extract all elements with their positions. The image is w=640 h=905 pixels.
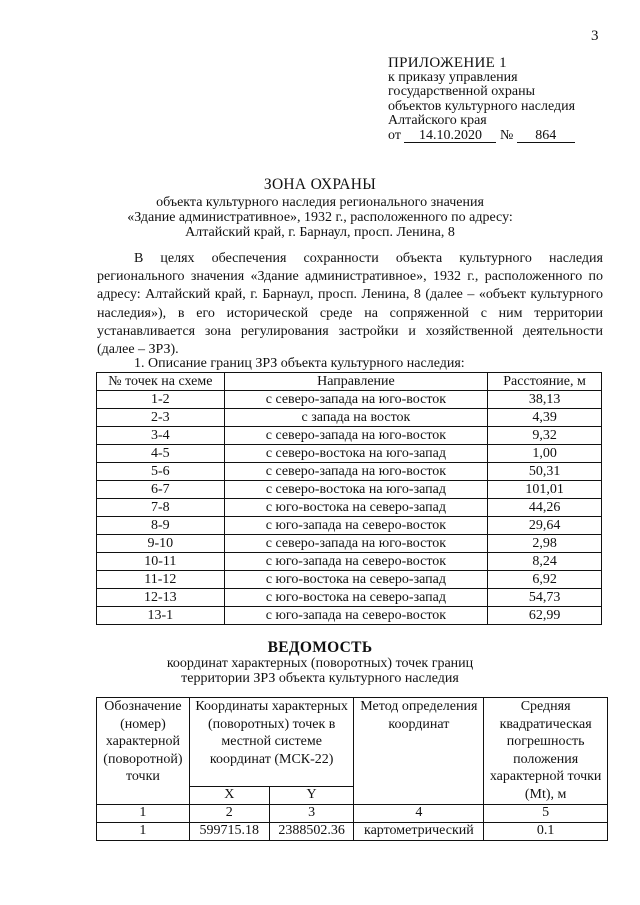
zone-subtitle: объекта культурного наследия регионального значения — [156, 195, 484, 210]
table-row — [97, 535, 602, 553]
direction-cell: с юго-востока на северо-запад — [224, 589, 487, 607]
header-direction: Направление — [224, 373, 487, 391]
number-label: № — [499, 127, 514, 143]
distance-cell: 4,39 — [488, 409, 602, 427]
points-cell: 1-2 — [97, 391, 225, 409]
order-date-line — [388, 129, 575, 144]
points-cell: 12-13 — [97, 589, 225, 607]
column-number: 3 — [269, 804, 354, 822]
direction-cell: с северо-востока на юго-запад — [224, 445, 487, 463]
points-cell: 13-1 — [97, 607, 225, 625]
points-cell: 7-8 — [97, 499, 225, 517]
table-row — [97, 499, 602, 517]
appendix-line: государственной охраны — [388, 84, 536, 99]
header-method: Метод определения координат — [354, 698, 484, 805]
direction-cell: с юго-запада на северо-восток — [224, 517, 487, 535]
error-cell: 0.1 — [484, 822, 608, 840]
points-cell: 9-10 — [97, 535, 225, 553]
header-y: Y — [269, 787, 354, 804]
header-distance: Расстояние, м — [488, 373, 602, 391]
column-numbers-row — [97, 804, 608, 822]
section-1-title: 1. Описание границ ЗРЗ объекта культурного наследия: — [134, 356, 465, 371]
direction-cell: с юго-запада на северо-восток — [224, 553, 487, 571]
points-cell: 3-4 — [97, 427, 225, 445]
table-row — [97, 607, 602, 625]
coordinates-table — [96, 697, 608, 841]
table-row — [97, 481, 602, 499]
x-cell: 599715.18 — [189, 822, 269, 840]
points-cell: 5-6 — [97, 463, 225, 481]
points-cell: 2-3 — [97, 409, 225, 427]
table-row — [97, 427, 602, 445]
vedomost-subtitle: координат характерных (поворотных) точек границ — [166, 656, 474, 671]
direction-cell: с северо-востока на юго-запад — [224, 481, 487, 499]
table-row — [97, 409, 602, 427]
appendix-line: Алтайского края — [388, 113, 487, 128]
points-cell: 4-5 — [97, 445, 225, 463]
column-number: 5 — [484, 804, 608, 822]
direction-cell: с юго-запада на северо-восток — [224, 607, 487, 625]
direction-cell: с северо-запада на юго-восток — [224, 535, 487, 553]
appendix-header — [388, 56, 575, 143]
table-row — [97, 445, 602, 463]
distance-cell: 8,24 — [488, 553, 602, 571]
boundary-table-header — [97, 373, 602, 391]
points-cell: 8-9 — [97, 517, 225, 535]
distance-cell: 62,99 — [488, 607, 602, 625]
boundary-table — [96, 372, 602, 625]
direction-cell: с запада на восток — [224, 409, 487, 427]
header-designation: Обозначение (номер) характерной (поворотной) точки — [97, 698, 190, 805]
table-row — [97, 571, 602, 589]
y-cell: 2388502.36 — [269, 822, 354, 840]
table-row — [97, 553, 602, 571]
table-row — [97, 822, 608, 840]
table-row — [97, 391, 602, 409]
zone-subtitle: «Здание административное», 1932 г., расположенного по адресу: — [127, 210, 513, 225]
direction-cell: с северо-запада на юго-восток — [224, 391, 487, 409]
from-label: от — [388, 127, 401, 143]
distance-cell: 101,01 — [488, 481, 602, 499]
zone-title: ЗОНА ОХРАНЫ — [263, 176, 377, 193]
column-number: 4 — [354, 804, 484, 822]
appendix-line: к приказу управления — [388, 69, 518, 85]
designation-cell: 1 — [97, 822, 190, 840]
distance-cell: 54,73 — [488, 589, 602, 607]
distance-cell: 9,32 — [488, 427, 602, 445]
table-row — [97, 589, 602, 607]
distance-cell: 50,31 — [488, 463, 602, 481]
header-error: Средняя квадратическая погрешность положения характерной точки (Mt), м — [484, 698, 608, 805]
table-row — [97, 517, 602, 535]
points-cell: 6-7 — [97, 481, 225, 499]
distance-cell: 44,26 — [488, 499, 602, 517]
page-number: 3 — [591, 28, 599, 44]
column-number: 1 — [97, 804, 190, 822]
distance-cell: 38,13 — [488, 391, 602, 409]
direction-cell: с юго-востока на северо-запад — [224, 571, 487, 589]
method-cell: картометрический — [354, 822, 484, 840]
order-date: 14.10.2020 — [404, 129, 496, 143]
vedomost-title: ВЕДОМОСТЬ — [267, 639, 373, 656]
intro-paragraph-text: В целях обеспечения сохранности объекта культурного наследия регионального значения «Здание административное», 1932 г., расположенного по адресу: Алтайский край, г. Барнаул, просп. Ленина, 8 (далее – «объект культурного наследия»), в его исторической среде на сопряженной с ним территории устанавливается зона регулирования застройки и хозяйственной деятельности (далее – ЗРЗ). — [97, 251, 603, 358]
order-number: 864 — [517, 129, 575, 143]
appendix-line: объектов культурного наследия — [388, 98, 576, 114]
vedomost-subtitle: территории ЗРЗ объекта культурного наследия — [181, 671, 459, 686]
distance-cell: 29,64 — [488, 517, 602, 535]
distance-cell: 2,98 — [488, 535, 602, 553]
header-coordinates: Координаты характерных (поворотных) точек в местной системе координат (МСК-22) — [189, 698, 354, 787]
intro-paragraph — [97, 250, 603, 359]
zone-subtitle: Алтайский край, г. Барнаул, просп. Ленина, 8 — [185, 225, 455, 240]
header-points: № точек на схеме — [97, 373, 225, 391]
direction-cell: с юго-востока на северо-запад — [224, 499, 487, 517]
column-number: 2 — [189, 804, 269, 822]
distance-cell: 1,00 — [488, 445, 602, 463]
distance-cell: 6,92 — [488, 571, 602, 589]
direction-cell: с северо-запада на юго-восток — [224, 463, 487, 481]
appendix-title: ПРИЛОЖЕНИЕ 1 — [388, 55, 507, 71]
points-cell: 11-12 — [97, 571, 225, 589]
direction-cell: с северо-запада на юго-восток — [224, 427, 487, 445]
header-x: X — [189, 787, 269, 804]
points-cell: 10-11 — [97, 553, 225, 571]
table-row — [97, 463, 602, 481]
